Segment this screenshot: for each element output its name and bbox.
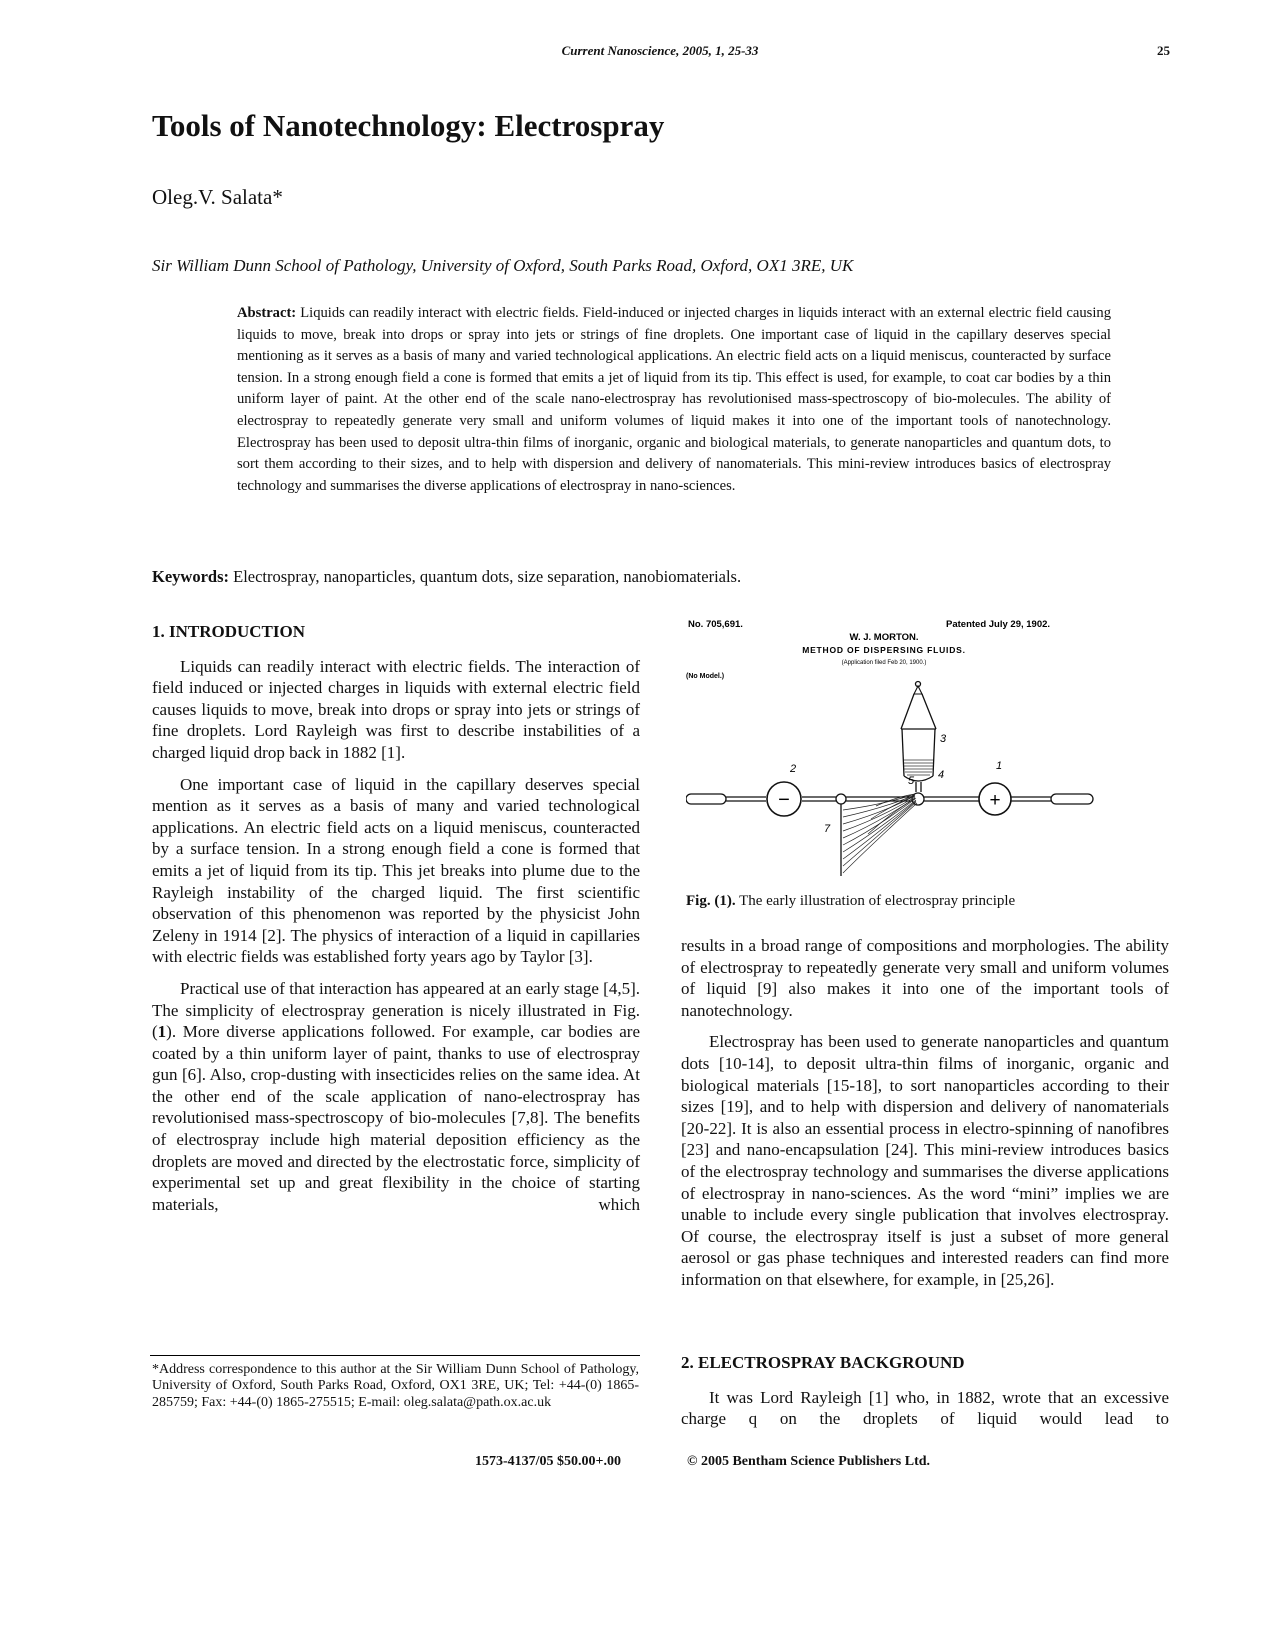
positive-terminal xyxy=(979,783,1011,815)
plus-sign: + xyxy=(989,790,1001,811)
section-heading-background: 2. ELECTROSPRAY BACKGROUND xyxy=(681,1353,965,1372)
figure-reference[interactable]: 1 xyxy=(157,1022,167,1042)
page-number: 25 xyxy=(1157,43,1170,58)
patent-model-note: (No Model.) xyxy=(686,673,725,680)
patent-title: METHOD OF DISPERSING FLUIDS. xyxy=(802,645,966,655)
keywords xyxy=(152,567,741,587)
figure-caption xyxy=(686,893,1015,910)
figure-caption-label: Fig. (1). xyxy=(686,893,736,909)
patent-inventor: W. J. MORTON. xyxy=(849,632,919,643)
intro-paragraph-1: Liquids can readily interact with electric fields. The interaction of field induced or injected charges in liquids with external electric field causes liquids to move, break into drops or spray into jets or strings of fine droplets. Lord Rayleigh was first to describe instabilities of a charged liquid drop back in 1882 [1]. xyxy=(152,656,640,762)
abstract-text: Liquids can readily interact with electric fields. Field-induced or injected charges in liquids interact with an external electric field causing liquids to move, break into drops or spray into jets or strings of fine droplets. One important case of liquid in the capillary deserves special mentioning as it serves as a basis of many and varied technological applications. An electric field acts on a liquid meniscus, counteracted by surface tension. In a strong enough field a cone is formed that emits a jet of liquid from its tip. This effect is used, for example, to coat car bodies by a thin uniform layer of paint. At the other end of the scale nano-electrospray has revolutionised mass-spectroscopy of bio-molecules. The ability of electrospray to repeatedly generate very small and uniform volumes of liquid makes it into one of the important tools of nanotechnology. Electrospray has been used to deposit ultra-thin films of inorganic, organic and biological materials, to generate nanoparticles and quantum dots, to sort them according to their sizes, and to help with dispersion and delivery of nanomaterials. This mini-review introduces basics of electrospray technology and summarises the diverse applications of electrospray in nano-sciences. xyxy=(237,305,1111,494)
paper-title: Tools of Nanotechnology: Electrospray xyxy=(152,108,665,143)
figure-1 xyxy=(686,614,1166,896)
intro-p3-after: ). More diverse applications followed. For example, car bodies are coated by a thin uniform layer of paint, thanks to use of electrospray gun [6]. Also, crop-dusting with insecticides relies on the same idea. At the other end of the scale application of nano-electrospray has revolutionised mass-spectroscopy of bio-molecules [7,8]. The benefits of electrospray include high material deposition efficiency as the droplets are moved and directed by the electrostatic force, simplicity of experimental set up and great flexibility in the choice of starting materials, which xyxy=(152,1022,640,1214)
author-name: Oleg.V. Salata* xyxy=(152,185,283,209)
intro-paragraph-3 xyxy=(152,978,640,1216)
keywords-label: Keywords: xyxy=(152,567,229,586)
abstract xyxy=(237,303,1111,497)
right-paragraph-2: Electrospray has been used to generate nanoparticles and quantum dots [10-14], to deposit ultra-thin films of inorganic, organic and biological materials [15-18], to sort nanoparticles according to their sizes [19], and to help with dispersion and delivery of nanomaterials [20-22]. It is also an essential process in electro-spinning of nanofibres [23] and nano-encapsulation [24]. This mini-review introduces basics of the electrospray technology and summarises the diverse applications of electrospray in nano-sciences. As the word “mini” implies we are unable to include every single publication that involves electrospray. Of course, the electrospray itself is just a subset of more general aerosol or gas phase techniques and interested readers can find more information on that elsewhere, for example, in [25,26]. xyxy=(681,1032,1169,1289)
copyright-notice: © 2005 Bentham Science Publishers Ltd. xyxy=(687,1454,931,1469)
left-column xyxy=(152,621,640,1225)
patent-date: Patented July 29, 1902. xyxy=(946,619,1051,630)
spray-plume xyxy=(843,794,917,873)
section-2 xyxy=(681,1352,1169,1440)
reservoir-liquid xyxy=(904,760,933,775)
journal-citation: Current Nanoscience, 2005, 1, 25-33 xyxy=(561,43,759,58)
label-5: 5 xyxy=(908,775,915,787)
abstract-label: Abstract: xyxy=(237,305,297,321)
capillary-reservoir xyxy=(901,682,936,793)
right-paragraph-1: results in a broad range of compositions and morphologies. The ability of electrospray to repeatedly generate very small and uniform volumes of liquid [9] also makes it into one of the important tools of nanotechnology. xyxy=(681,936,1169,1020)
patent-drawing xyxy=(686,614,1166,896)
correspondence-footnote: *Address correspondence to this author at the Sir William Dunn School of Pathology, University of Oxford, South Parks Road, Oxford, OX1 3RE, UK; Tel: +44-(0) 1865-285759; Fax: +44-(0) 1865-275515; E-mail: oleg.salata@path.ox.ac.uk xyxy=(152,1362,639,1410)
patent-number: No. 705,691. xyxy=(688,619,743,630)
right-column xyxy=(681,935,1169,1301)
electrode-rod xyxy=(686,793,1093,805)
keywords-text: Electrospray, nanoparticles, quantum dots, size separation, nanobiomaterials. xyxy=(233,567,742,586)
negative-terminal xyxy=(767,782,801,816)
figure-caption-text: The early illustration of electrospray principle xyxy=(739,893,1016,909)
author-affiliation: Sir William Dunn School of Pathology, University of Oxford, South Parks Road, Oxford, OX1 3RE, UK xyxy=(152,256,854,275)
background-paragraph-1: It was Lord Rayleigh [1] who, in 1882, wrote that an excessive charge q on the droplets of liquid would lead to xyxy=(681,1387,1169,1429)
issn-price: 1573-4137/05 $50.00+.00 xyxy=(475,1454,622,1469)
label-7: 7 xyxy=(824,823,831,835)
label-1: 1 xyxy=(996,760,1003,772)
section-heading-introduction: 1. INTRODUCTION xyxy=(152,622,306,641)
footnote-rule xyxy=(150,1355,640,1356)
label-2: 2 xyxy=(790,763,797,775)
patent-application: (Application filed Feb 20, 1900.) xyxy=(841,660,927,666)
intro-p3-before: Practical use of that interaction has appeared at an early stage [4,5]. The simplicity of electrospray generation is nicely illustrated in Fig. ( xyxy=(152,978,640,1042)
intro-paragraph-2: One important case of liquid in the capillary deserves special mention as it serves as a basis of many and varied technological applications. An electric field acts on a liquid meniscus, counteracted by a surface tension. In a strong enough field a cone is formed that emits a jet of liquid from its tip. This jet breaks into plume due to the Rayleigh instability of the charged liquid. The first scientific observation of this phenomenon was reported by the physicist John Zeleny in 1914 [2]. The physics of interaction of a liquid in capillaries with electric fields was established forty years ago by Taylor [3]. xyxy=(152,774,640,967)
label-4: 4 xyxy=(938,769,945,781)
minus-sign: − xyxy=(778,789,790,811)
label-3: 3 xyxy=(940,733,947,745)
running-head xyxy=(150,43,1170,63)
